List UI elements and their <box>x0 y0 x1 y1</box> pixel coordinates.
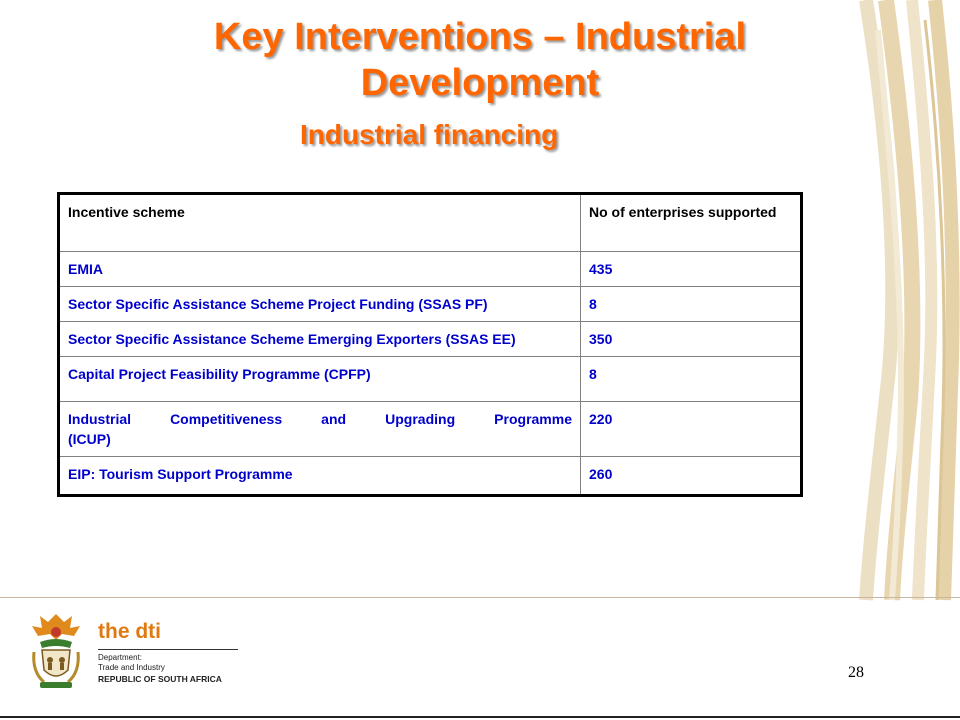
count-cell: 8 <box>581 287 802 322</box>
table-row <box>59 457 802 496</box>
count-cell: 8 <box>581 357 802 402</box>
header-enterprises-supported: No of enterprises supported <box>581 194 802 252</box>
scheme-cell: EMIA <box>59 252 581 287</box>
incentive-table <box>57 192 803 497</box>
footer-divider <box>0 597 960 598</box>
count-cell: 220 <box>581 402 802 457</box>
table-row <box>59 322 802 357</box>
table-row <box>59 287 802 322</box>
header-incentive-scheme: Incentive scheme <box>59 194 581 252</box>
table-header-row <box>59 194 802 252</box>
scheme-cell-line-2: (ICUP) <box>68 431 111 447</box>
slide-title-line-1: Key Interventions – Industrial <box>213 16 747 58</box>
dti-rule <box>98 649 238 650</box>
scheme-cell: Capital Project Feasibility Programme (CPFP) <box>59 357 581 402</box>
dti-dept-label: Department: <box>98 653 143 662</box>
table-row <box>59 357 802 402</box>
dti-logo <box>98 620 248 690</box>
dti-dept-name: Trade and Industry <box>98 663 165 672</box>
table-row <box>59 402 802 457</box>
dti-brand-name: the dti <box>98 620 161 643</box>
count-cell: 260 <box>581 457 802 496</box>
slide-title-line-2: Development <box>360 62 600 104</box>
slide-subtitle: Industrial financing <box>300 119 559 150</box>
scheme-cell: Sector Specific Assistance Scheme Project Funding (SSAS PF) <box>59 287 581 322</box>
table-row <box>59 252 802 287</box>
bottom-border <box>0 716 960 718</box>
scheme-cell-line-1: Industrial Competitiveness and Upgrading Programme <box>68 411 572 427</box>
count-cell: 350 <box>581 322 802 357</box>
dti-country: REPUBLIC OF SOUTH AFRICA <box>98 674 222 684</box>
count-cell: 435 <box>581 252 802 287</box>
scheme-cell <box>59 402 581 457</box>
coat-of-arms-icon <box>28 612 84 692</box>
page-number: 28 <box>848 664 864 681</box>
scheme-cell: EIP: Tourism Support Programme <box>59 457 581 496</box>
scheme-cell: Sector Specific Assistance Scheme Emerging Exporters (SSAS EE) <box>59 322 581 357</box>
